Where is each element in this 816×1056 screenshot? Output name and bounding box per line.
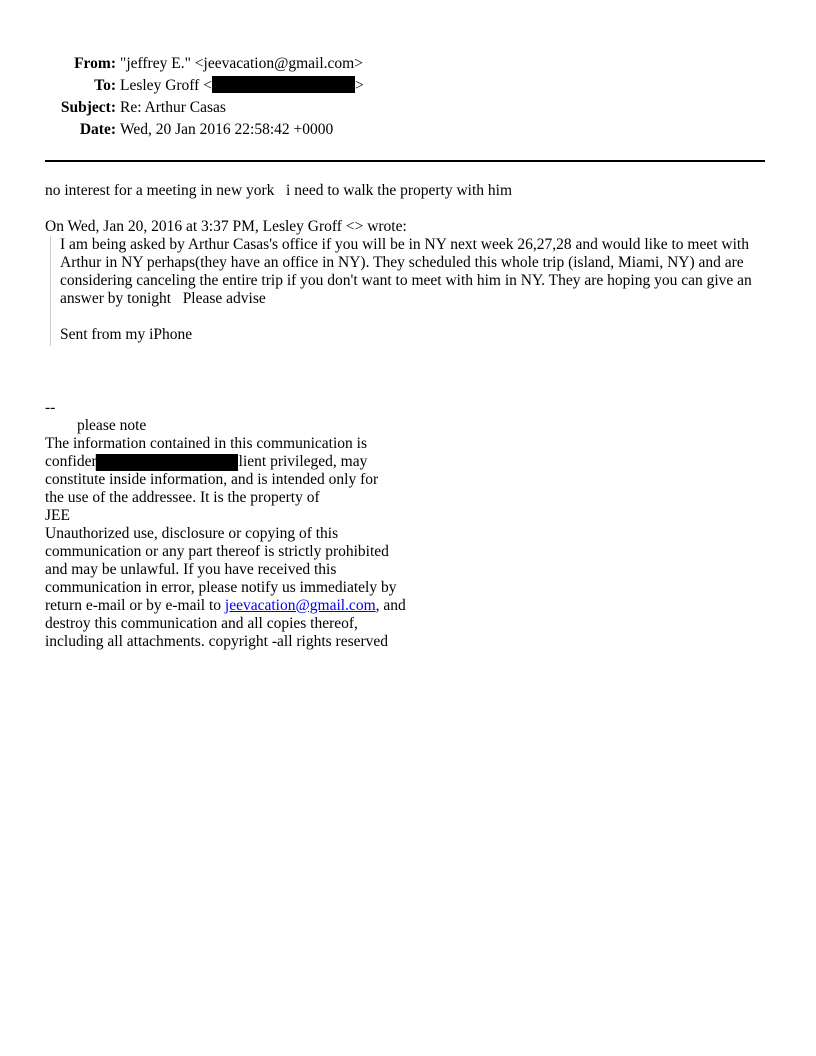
reply-text: no interest for a meeting in new york i need to walk the property with him [45, 182, 513, 199]
subject-label: Subject: [60, 99, 116, 116]
disclaimer-line: Unauthorized use, disclosure or copying of this [45, 525, 339, 542]
disclaimer-line: including all attachments. copyright -all rights reserved [45, 633, 389, 650]
to-close: > [354, 77, 364, 94]
from-value: "jeffrey E." <jeevacation@gmail.com> [120, 55, 363, 72]
date-label: Date: [79, 121, 116, 138]
date-value: Wed, 20 Jan 2016 22:58:42 +0000 [120, 121, 334, 138]
to-row [45, 75, 765, 97]
subject-value: Re: Arthur Casas [120, 99, 226, 116]
disclaimer-line: constitute inside information, and is intended only for [45, 471, 379, 488]
quote-intro-prefix: On Wed, Jan 20, 2016 at 3:37 PM, Lesley Groff < [45, 218, 355, 235]
quoted-text: I am being asked by Arthur Casas's office if you will be in NY next week 26,27,28 and would like to meet with Arthur in NY perhaps(they have an office in NY). They scheduled this whole trip (island, Miami, NY) and are considering canceling the entire trip if you don't want to meet with him in NY. They are hoping you can give an answer by tonight Please advise [60, 236, 756, 307]
disclaimer-line: The information contained in this communication is [45, 435, 367, 452]
signature-block [45, 399, 425, 651]
disclaimer-line: confidential, may be attorney-client privileged, may [45, 453, 368, 470]
quote-intro-suffix: > wrote: [354, 218, 407, 235]
from-label: From: [74, 55, 116, 72]
signature-separator: -- [45, 399, 56, 416]
email-header [45, 53, 765, 141]
header-divider [45, 160, 765, 162]
disclaimer-line: the use of the addressee. It is the property of [45, 489, 320, 506]
quoted-message [50, 236, 776, 346]
disclaimer-line: communication or any part thereof is strictly prohibited [45, 543, 389, 560]
disclaimer-line: communication in error, please notify us immediately by [45, 579, 397, 596]
to-name: Lesley Groff < [120, 77, 212, 94]
signature-note: please note [77, 417, 147, 434]
disclaimer-line: destroy this communication and all copies thereof, [45, 615, 358, 632]
quoted-signoff: Sent from my iPhone [60, 326, 193, 343]
subject-row [45, 97, 765, 119]
from-row [45, 53, 765, 75]
disclaimer-email-line [45, 597, 425, 615]
quote-attribution [45, 218, 407, 236]
redaction-box [212, 76, 355, 93]
disclaimer-line: and may be unlawful. If you have received this [45, 561, 337, 578]
email-line-prefix: return e-mail or by e-mail to [45, 597, 225, 614]
date-row [45, 119, 765, 141]
to-label: To: [94, 77, 116, 94]
to-value [120, 75, 765, 97]
email-link[interactable]: jeevacation@gmail.com [224, 597, 376, 614]
email-line-suffix: , and [375, 597, 406, 614]
disclaimer-line: JEE [45, 507, 70, 524]
